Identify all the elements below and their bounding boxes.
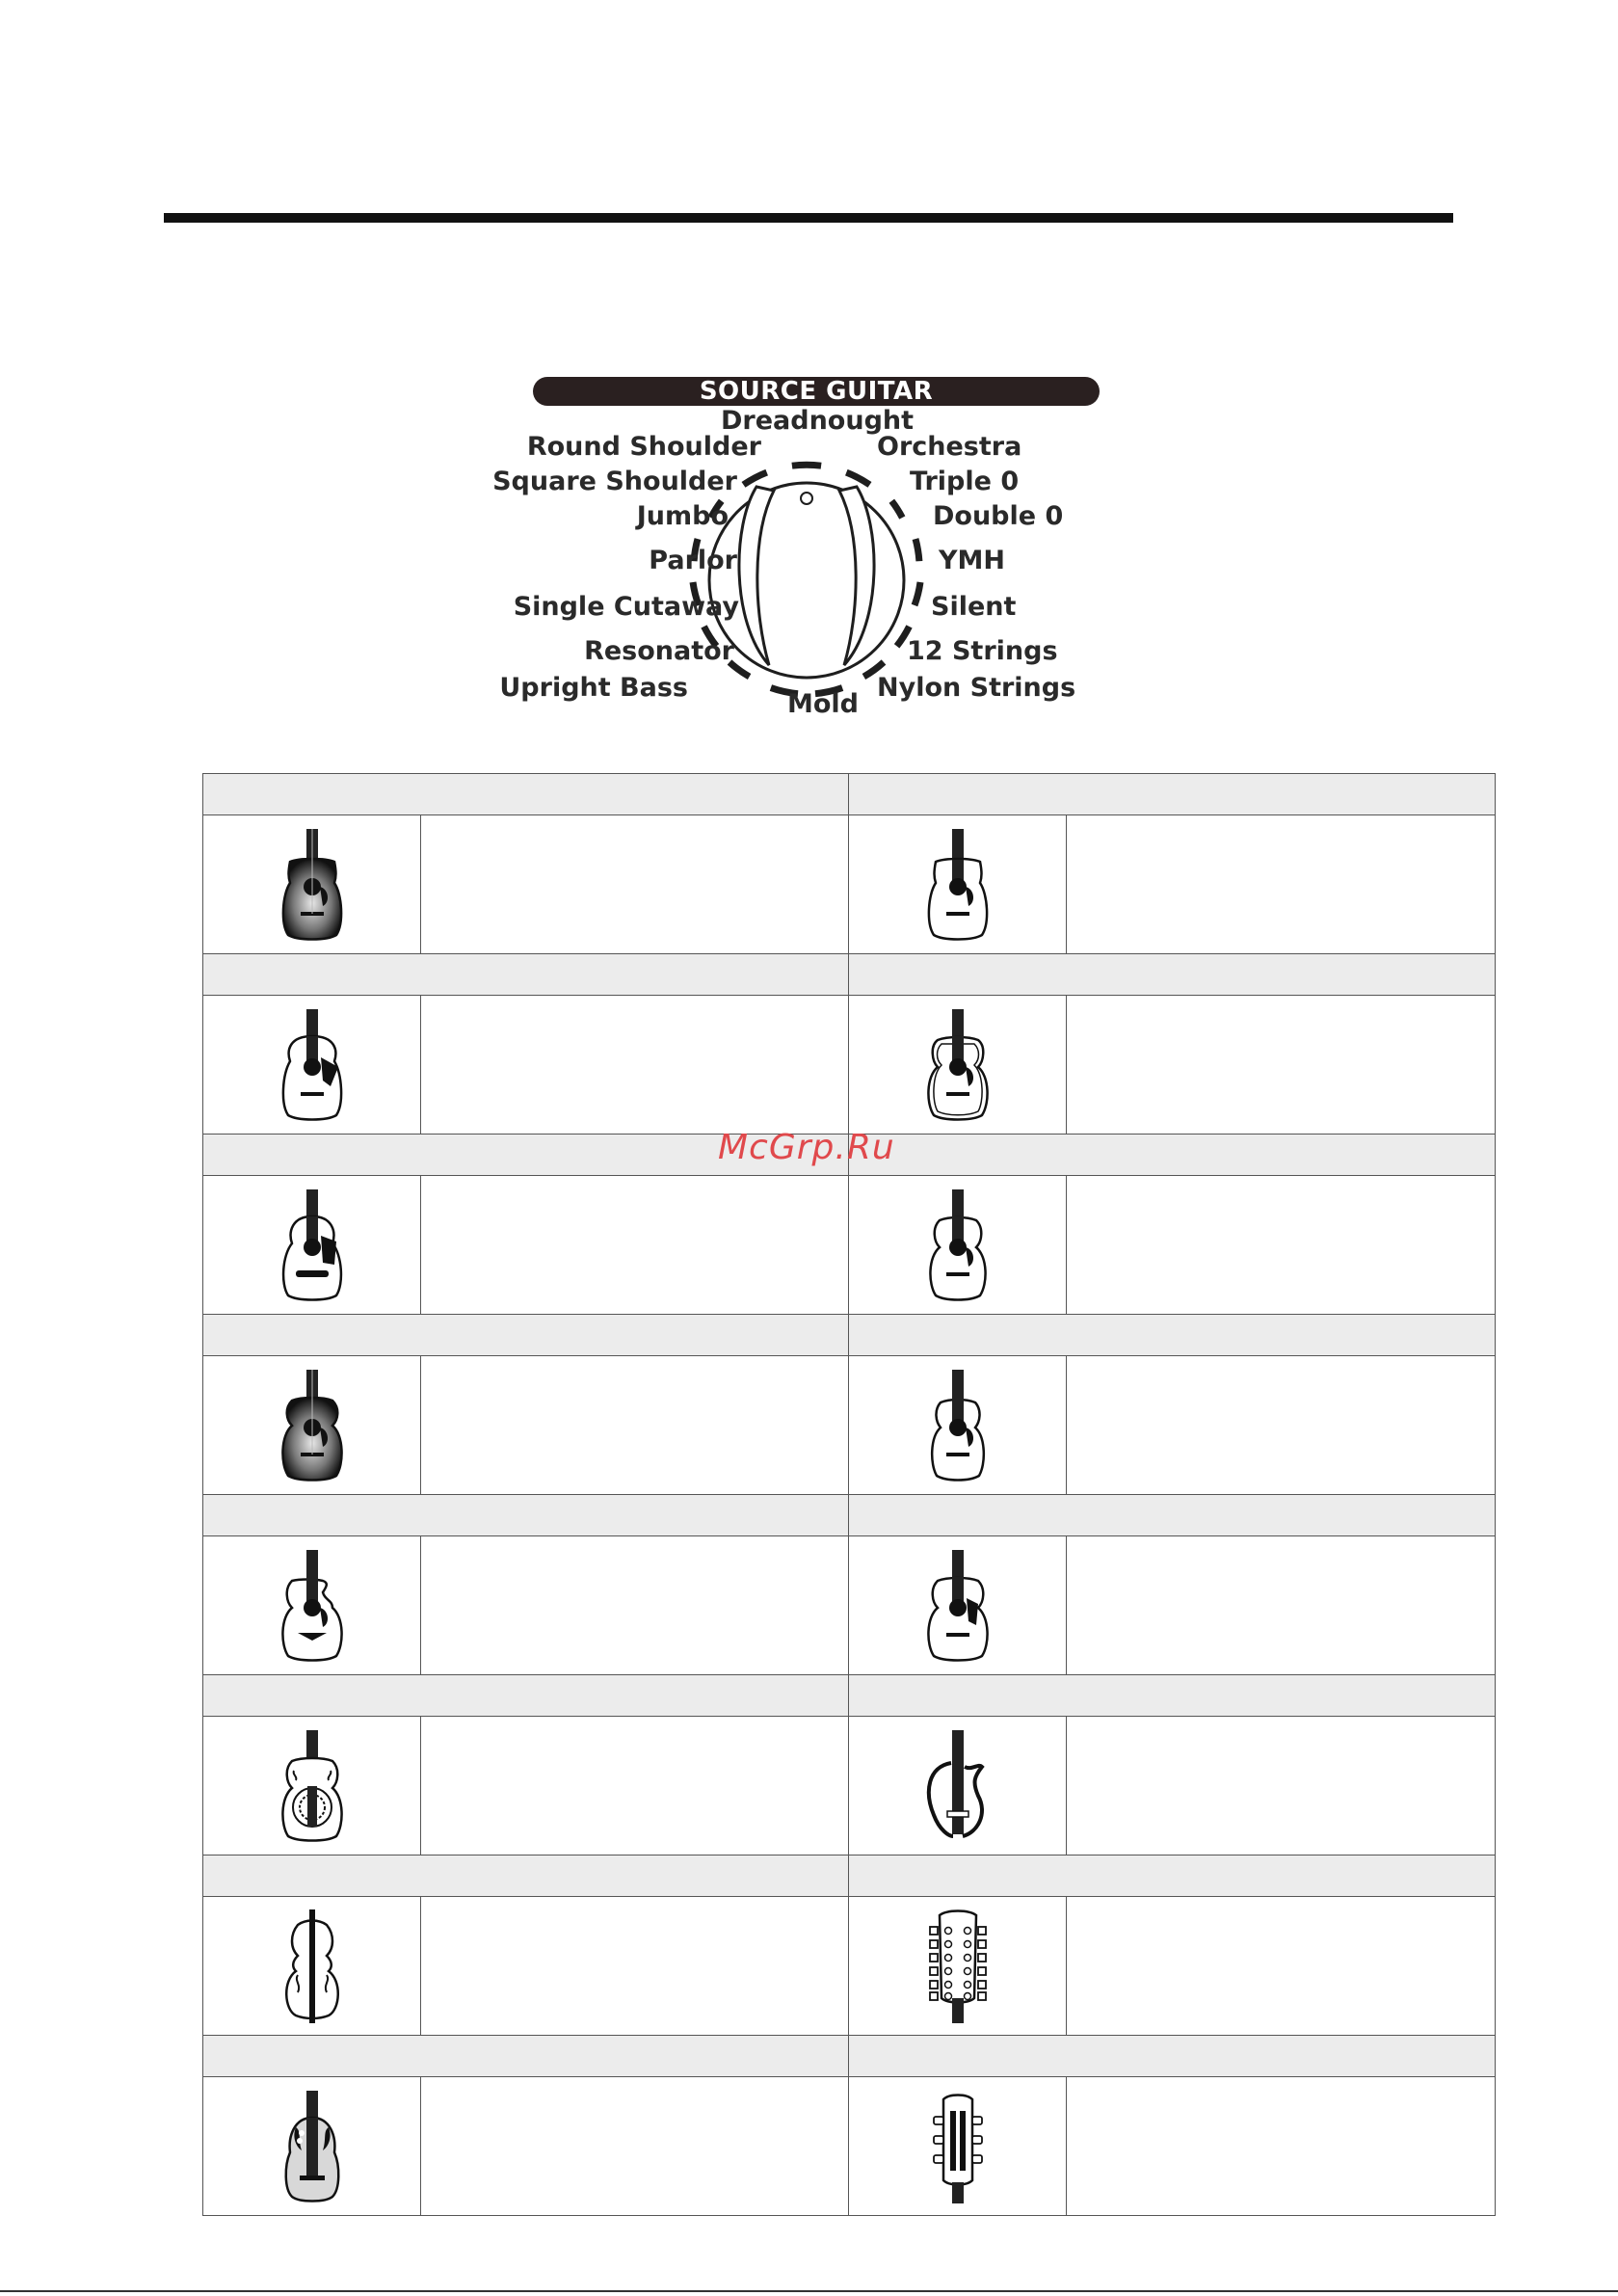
source-guitar-knob [492, 371, 1118, 737]
silent-guitar-icon [915, 1728, 1001, 1844]
knob-label-upright-bass: Upright Bass [499, 673, 688, 703]
table-row [203, 1356, 1496, 1495]
table-row-header [203, 954, 849, 996]
table-cell-description [421, 1356, 849, 1495]
table-row-header [849, 2036, 1496, 2077]
table-cell-description [1067, 1897, 1496, 2036]
knob-label-round-shoulder: Round Shoulder [526, 432, 761, 462]
table-cell-description [421, 996, 849, 1135]
table-cell-description [1067, 1356, 1496, 1495]
knob-label-triple-0: Triple 0 [910, 467, 1020, 496]
table-row [203, 815, 1496, 954]
resonator-guitar-icon [269, 1728, 356, 1844]
table-row [203, 1176, 1496, 1315]
table-row-header [203, 774, 849, 815]
table-row-header [203, 1495, 849, 1536]
watermark: McGrp.Ru [718, 1128, 895, 1167]
table-cell-description [1067, 815, 1496, 954]
knob-label-dreadnought: Dreadnought [721, 406, 915, 436]
table-row-header [849, 1855, 1496, 1897]
knob-label-ymh: YMH [939, 546, 1006, 575]
double-0-guitar-icon [915, 1368, 1001, 1483]
table-cell-description [421, 1176, 849, 1315]
footer-rule [0, 2290, 1618, 2292]
table-row-header [849, 1315, 1496, 1356]
table-cell-description [421, 815, 849, 954]
table-row [203, 2077, 1496, 2216]
knob-label-parlor: Parlor [649, 546, 737, 575]
table-cell-description [1067, 2077, 1496, 2216]
table-cell-description [421, 1897, 849, 2036]
table-row-header [849, 774, 1496, 815]
table-row-header [849, 1495, 1496, 1536]
table-row [203, 1717, 1496, 1855]
square-shoulder-guitar-icon [269, 1188, 356, 1303]
table-row [203, 1897, 1496, 2036]
table-row-header [203, 1315, 849, 1356]
table-row-header [203, 1675, 849, 1717]
table-row-header [849, 954, 1496, 996]
knob-label-orchestra: Orchestra [877, 432, 1022, 462]
knob-label-nylon-strings: Nylon Strings [877, 673, 1076, 703]
single-cutaway-guitar-icon [269, 1548, 356, 1664]
table-row-header [849, 1675, 1496, 1717]
table-cell-description [1067, 1176, 1496, 1315]
round-shoulder-guitar-icon [269, 1007, 356, 1123]
knob-label-mold: Mold [787, 689, 859, 719]
top-rule [164, 213, 1453, 223]
orchestra-guitar-icon [915, 1007, 1001, 1123]
upright-bass-icon [269, 1906, 356, 2026]
source-guitar-table [202, 773, 1496, 2216]
table-row-header [203, 1855, 849, 1897]
nylon-string-headstock-icon [915, 2086, 1001, 2206]
table-cell-description [421, 1536, 849, 1675]
knob-label-jumbo: Jumbo [636, 501, 729, 531]
knob-label-resonator: Resonator [584, 636, 734, 666]
knob-label-square-shoulder: Square Shoulder [492, 467, 737, 496]
table-row-header [849, 1135, 1496, 1176]
12-string-headstock-icon [915, 1906, 1001, 2026]
table-row [203, 1536, 1496, 1675]
knob-label-silent: Silent [931, 592, 1017, 622]
table-row [203, 996, 1496, 1135]
ymh-guitar-icon [915, 1548, 1001, 1664]
jumbo-sunburst-guitar-icon [269, 1368, 356, 1483]
dreadnought-natural-guitar-icon [915, 827, 1001, 943]
table-cell-description [421, 2077, 849, 2216]
table-cell-description [1067, 1717, 1496, 1855]
knob-title: SOURCE GUITAR [533, 377, 1100, 406]
knob-label-single-cutaway: Single Cutaway [513, 592, 739, 622]
table-cell-description [1067, 1536, 1496, 1675]
table-row-header [203, 2036, 849, 2077]
dreadnought-sunburst-guitar-icon [269, 827, 356, 943]
table-cell-description [421, 1717, 849, 1855]
mold-guitar-icon [269, 2089, 356, 2204]
triple-0-guitar-icon [915, 1188, 1001, 1303]
table-cell-description [1067, 996, 1496, 1135]
knob-label-12-strings: 12 Strings [907, 636, 1058, 666]
knob-label-double-0: Double 0 [933, 501, 1064, 531]
